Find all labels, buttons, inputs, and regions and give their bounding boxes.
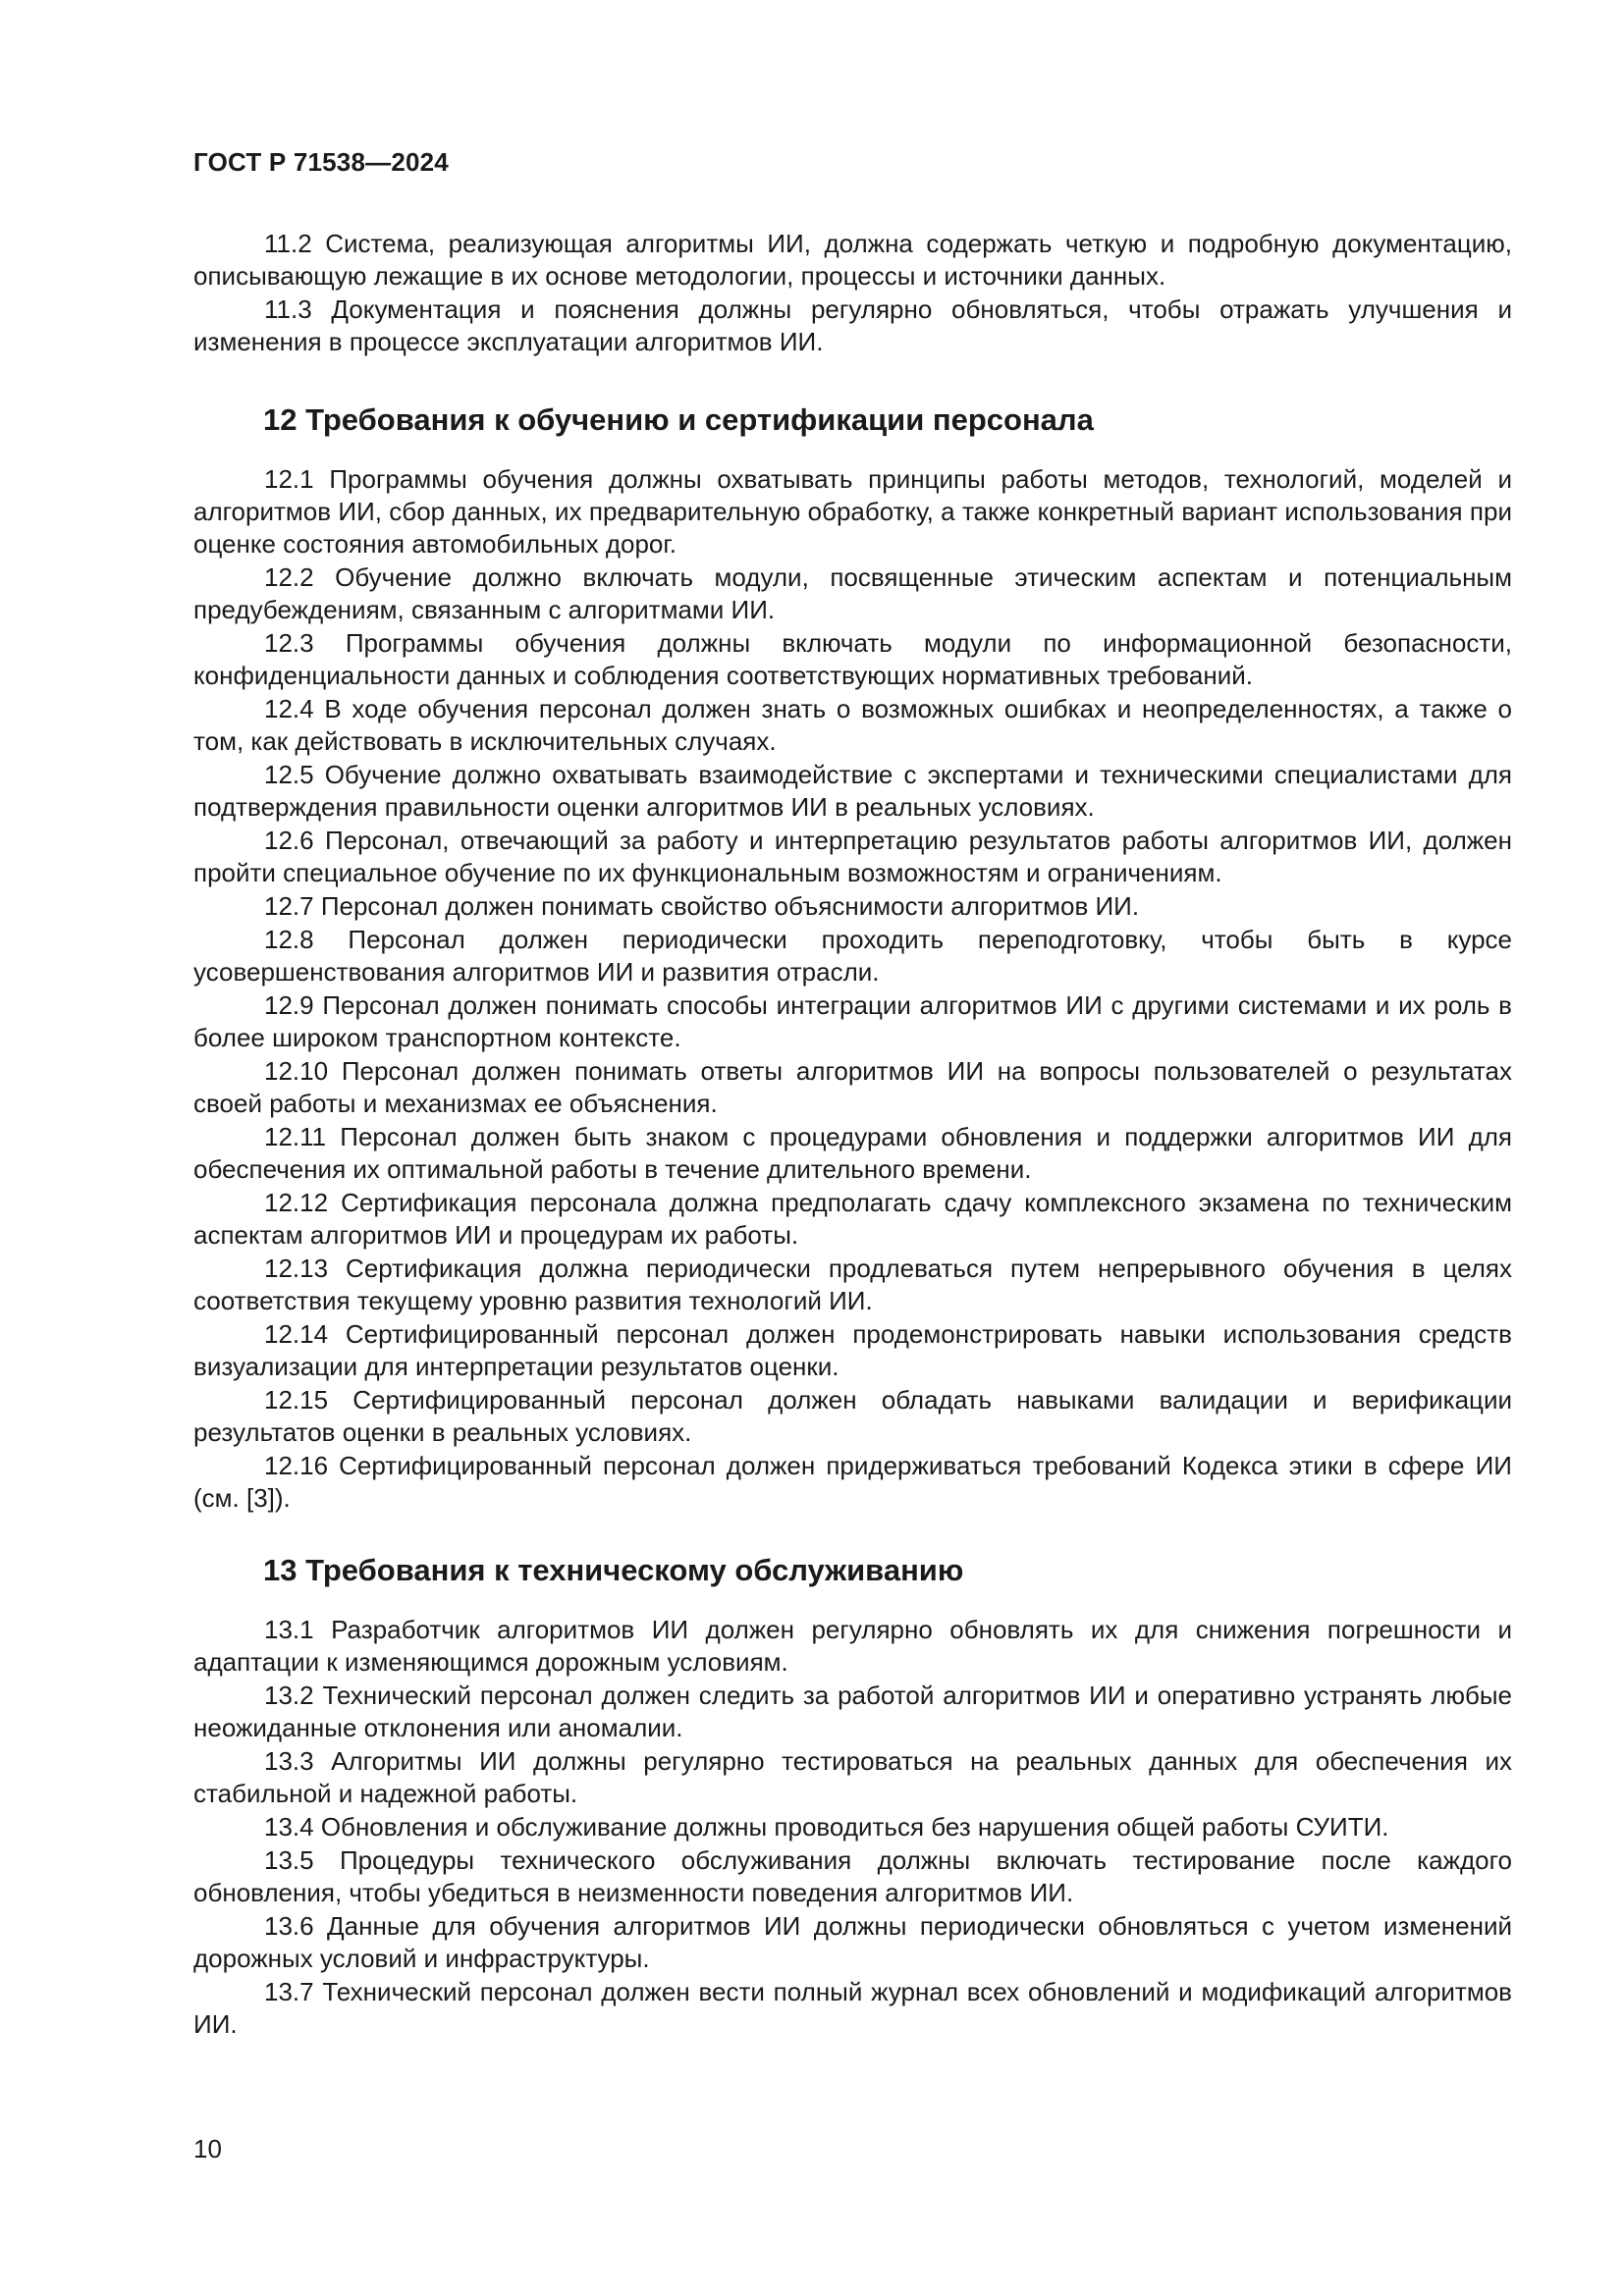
paragraph-12-2: 12.2 Обучение должно включать модули, посвященные этическим аспектам и потенциальным предубеждениям, связанным с алгоритмами ИИ. [193, 562, 1512, 624]
section-12-body [193, 463, 1512, 1516]
section-11-body [193, 228, 1512, 359]
paragraph-12-12: 12.12 Сертификация персонала должна предполагать сдачу комплексного экзамена по техническим аспектам алгоритмов ИИ и процедурам их работы. [193, 1188, 1512, 1250]
paragraph-12-10: 12.10 Персонал должен понимать ответы алгоритмов ИИ на вопросы пользователей о результатах своей работы и механизмах ее объяснения. [193, 1056, 1512, 1118]
paragraph-12-7: 12.7 Персонал должен понимать свойство объяснимости алгоритмов ИИ. [264, 891, 1140, 921]
paragraph-13-6: 13.6 Данные для обучения алгоритмов ИИ должны периодически обновляться с учетом изменений дорожных условий и инфраструктуры. [193, 1911, 1512, 1973]
paragraph-12-3: 12.3 Программы обучения должны включать модули по информационной безопасности, конфиденциальности данных и соблюдения соответствующих нормативных требований. [193, 628, 1512, 690]
paragraph-12-8: 12.8 Персонал должен периодически проходить переподготовку, чтобы быть в курсе усовершенствования алгоритмов ИИ и развития отрасли. [193, 925, 1512, 987]
paragraph-12-1: 12.1 Программы обучения должны охватывать принципы работы методов, технологий, моделей и алгоритмов ИИ, сбор данных, их предварительную обработку, а также конкретный вариант использования при оценке состояния автомобильных дорог. [193, 464, 1512, 559]
paragraph-12-6: 12.6 Персонал, отвечающий за работу и интерпретацию результатов работы алгоритмов ИИ, должен пройти специальное обучение по их функциональным возможностям и ограничениям. [193, 826, 1512, 887]
paragraph-12-15: 12.15 Сертифицированный персонал должен обладать навыками валидации и верификации результатов оценки в реальных условиях. [193, 1385, 1512, 1447]
paragraph-11-3: 11.3 Документация и пояснения должны регулярно обновляться, чтобы отражать улучшения и изменения в процессе эксплуатации алгоритмов ИИ. [193, 294, 1512, 356]
paragraph-13-5: 13.5 Процедуры технического обслуживания должны включать тестирование после каждого обновления, чтобы убедиться в неизменности поведения алгоритмов ИИ. [193, 1845, 1512, 1907]
paragraph-12-11: 12.11 Персонал должен быть знаком с процедурами обновления и поддержки алгоритмов ИИ для обеспечения их оптимальной работы в течение длительного времени. [193, 1122, 1512, 1184]
paragraph-12-9: 12.9 Персонал должен понимать способы интеграции алгоритмов ИИ с другими системами и их роль в более широком транспортном контексте. [193, 990, 1512, 1052]
paragraph-13-1: 13.1 Разработчик алгоритмов ИИ должен регулярно обновлять их для снижения погрешности и адаптации к изменяющимся дорожным условиям. [193, 1615, 1512, 1677]
section-13-body [193, 1614, 1512, 2042]
paragraph-12-14: 12.14 Сертифицированный персонал должен продемонстрировать навыки использования средств визуализации для интерпретации результатов оценки. [193, 1319, 1512, 1381]
section-12-title: 12 Требования к обучению и сертификации персонала [263, 402, 1094, 437]
paragraph-12-5: 12.5 Обучение должно охватывать взаимодействие с экспертами и техническими специалистами для подтверждения правильности оценки алгоритмов ИИ в реальных условиях. [193, 760, 1512, 822]
paragraph-12-13: 12.13 Сертификация должна периодически продлеваться путем непрерывного обучения в целях соответствия текущему уровню развития технологий ИИ. [193, 1254, 1512, 1315]
paragraph-13-4: 13.4 Обновления и обслуживание должны проводиться без нарушения общей работы СУИТИ. [264, 1812, 1389, 1842]
paragraph-13-2: 13.2 Технический персонал должен следить за работой алгоритмов ИИ и оперативно устранять любые неожиданные отклонения или аномалии. [193, 1681, 1512, 1742]
paragraph-11-2: 11.2 Система, реализующая алгоритмы ИИ, должна содержать четкую и подробную документацию, описывающую лежащие в их основе методологии, процессы и источники данных. [193, 229, 1512, 291]
section-13-title: 13 Требования к техническому обслуживанию [263, 1553, 964, 1587]
paragraph-12-4: 12.4 В ходе обучения персонал должен знать о возможных ошибках и неопределенностях, а также о том, как действовать в исключительных случаях. [193, 694, 1512, 756]
paragraph-12-16: 12.16 Сертифицированный персонал должен придерживаться требований Кодекса этики в сфере ИИ (см. [3]). [193, 1451, 1512, 1513]
paragraph-13-3: 13.3 Алгоритмы ИИ должны регулярно тестироваться на реальных данных для обеспечения их стабильной и надежной работы. [193, 1746, 1512, 1808]
paragraph-13-7: 13.7 Технический персонал должен вести полный журнал всех обновлений и модификаций алгоритмов ИИ. [193, 1977, 1512, 2039]
document-code-header: ГОСТ Р 71538—2024 [193, 147, 449, 177]
page-number: 10 [193, 2134, 222, 2163]
